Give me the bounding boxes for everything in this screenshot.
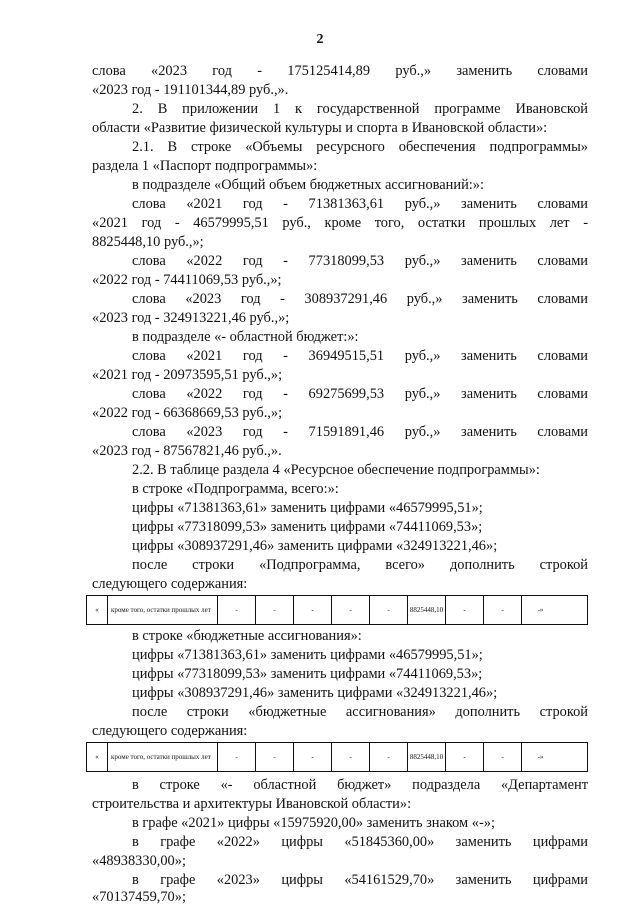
- text-line: в подразделе «- областной бюджет:»:: [132, 329, 359, 345]
- text-line: после строки «бюджетные ассигнования» дополнить строкой: [132, 704, 588, 720]
- text-line: цифры «77318099,53» заменить цифрами «74411069,53»;: [132, 666, 483, 682]
- table-cell-label: кроме того, остатки прошлых лет: [108, 596, 218, 624]
- text-line: 2.2. В таблице раздела 4 «Ресурсное обеспечение подпрограммы»:: [132, 462, 540, 478]
- table-cell: -: [256, 743, 294, 771]
- text-line: «2021 год - 20973595,51 руб.,»;: [92, 367, 283, 383]
- table-cell: -: [446, 743, 484, 771]
- text-line: в графе «2023» цифры «54161529,70» заменить цифрами: [132, 872, 588, 888]
- table-cell: -: [256, 596, 294, 624]
- text-line: цифры «71381363,61» заменить цифрами «46579995,51»;: [132, 647, 483, 663]
- text-line: слова «2023 год - 71591891,46 руб.,» заменить словами: [132, 424, 588, 440]
- text-line: слова «2023 год - 175125414,89 руб.,» заменить словами: [92, 63, 588, 79]
- inserted-table-row: [86, 742, 588, 772]
- table-cell: -: [294, 743, 332, 771]
- text-line: области «Развитие физической культуры и спорта в Ивановской области»:: [92, 120, 548, 136]
- text-line: раздела 1 «Паспорт подпрограммы»:: [92, 158, 318, 174]
- table-cell: -: [370, 596, 408, 624]
- text-line: «2023 год - 191101344,89 руб.,».: [92, 82, 289, 98]
- text-line: «70137459,70»;: [92, 889, 186, 905]
- text-line: цифры «308937291,46» заменить цифрами «324913221,46»;: [132, 538, 498, 554]
- text-line: «2023 год - 87567821,46 руб.,».: [92, 443, 282, 459]
- text-line: «2023 год - 324913221,46 руб.,»;: [92, 310, 290, 326]
- table-cell: -: [484, 596, 522, 624]
- text-line: в строке «бюджетные ассигнования»:: [132, 628, 362, 644]
- page-number: 2: [316, 32, 324, 47]
- text-line: «2022 год - 74411069,53 руб.,»;: [92, 272, 282, 288]
- text-line: слова «2021 год - 71381363,61 руб.,» заменить словами: [132, 196, 588, 212]
- table-cell: -: [294, 596, 332, 624]
- table-cell: -: [484, 743, 522, 771]
- text-line: 2.1. В строке «Объемы ресурсного обеспечения подпрограммы»: [132, 139, 588, 155]
- table-cell: -: [218, 596, 256, 624]
- table-cell: -»: [537, 753, 544, 761]
- table-cell: -: [446, 596, 484, 624]
- text-line: строительства и архитектуры Ивановской области»:: [92, 796, 412, 812]
- text-line: цифры «71381363,61» заменить цифрами «46579995,51»;: [132, 500, 483, 516]
- table-cell: -: [218, 743, 256, 771]
- text-line: «2022 год - 66368669,53 руб.,»;: [92, 405, 283, 421]
- text-line: после строки «Подпрограмма, всего» дополнить строкой: [132, 557, 588, 573]
- text-line: «48938330,00»;: [92, 853, 186, 869]
- table-cell: «: [87, 743, 108, 771]
- table-cell: -: [332, 596, 370, 624]
- text-line: цифры «308937291,46» заменить цифрами «324913221,46»;: [132, 685, 498, 701]
- table-cell-label: кроме того, остатки прошлых лет: [108, 743, 218, 771]
- text-line: в строке «- областной бюджет» подраздела «Департамент: [132, 777, 588, 793]
- text-line: в графе «2022» цифры «51845360,00» заменить цифрами: [132, 834, 588, 850]
- text-line: следующего содержания:: [92, 723, 248, 739]
- table-cell: -: [370, 743, 408, 771]
- text-line: 2. В приложении 1 к государственной программе Ивановской: [132, 101, 588, 117]
- text-line: в подразделе «Общий объем бюджетных ассигнований:»:: [132, 177, 484, 193]
- inserted-table-row: [86, 595, 588, 625]
- table-cell-amount: 8825448,10: [408, 743, 446, 771]
- text-line: «2021 год - 46579995,51 руб., кроме того, остатки прошлых лет -: [92, 215, 588, 231]
- text-line: слова «2021 год - 36949515,51 руб.,» заменить словами: [132, 348, 588, 364]
- text-line: цифры «77318099,53» заменить цифрами «74411069,53»;: [132, 519, 483, 535]
- table-cell: -: [332, 743, 370, 771]
- table-cell: «: [87, 596, 108, 624]
- text-line: 8825448,10 руб.,»;: [92, 234, 204, 250]
- text-line: в строке «Подпрограмма, всего:»:: [132, 481, 339, 497]
- table-cell-amount: 8825448,10: [408, 596, 446, 624]
- table-cell: -»: [537, 606, 544, 614]
- text-line: слова «2022 год - 69275699,53 руб.,» заменить словами: [132, 386, 588, 402]
- text-line: в графе «2021» цифры «15975920,00» заменить знаком «-»;: [132, 815, 495, 831]
- text-line: следующего содержания:: [92, 576, 248, 592]
- text-line: слова «2023 год - 308937291,46 руб.,» заменить словами: [132, 291, 588, 307]
- text-line: слова «2022 год - 77318099,53 руб.,» заменить словами: [132, 253, 588, 269]
